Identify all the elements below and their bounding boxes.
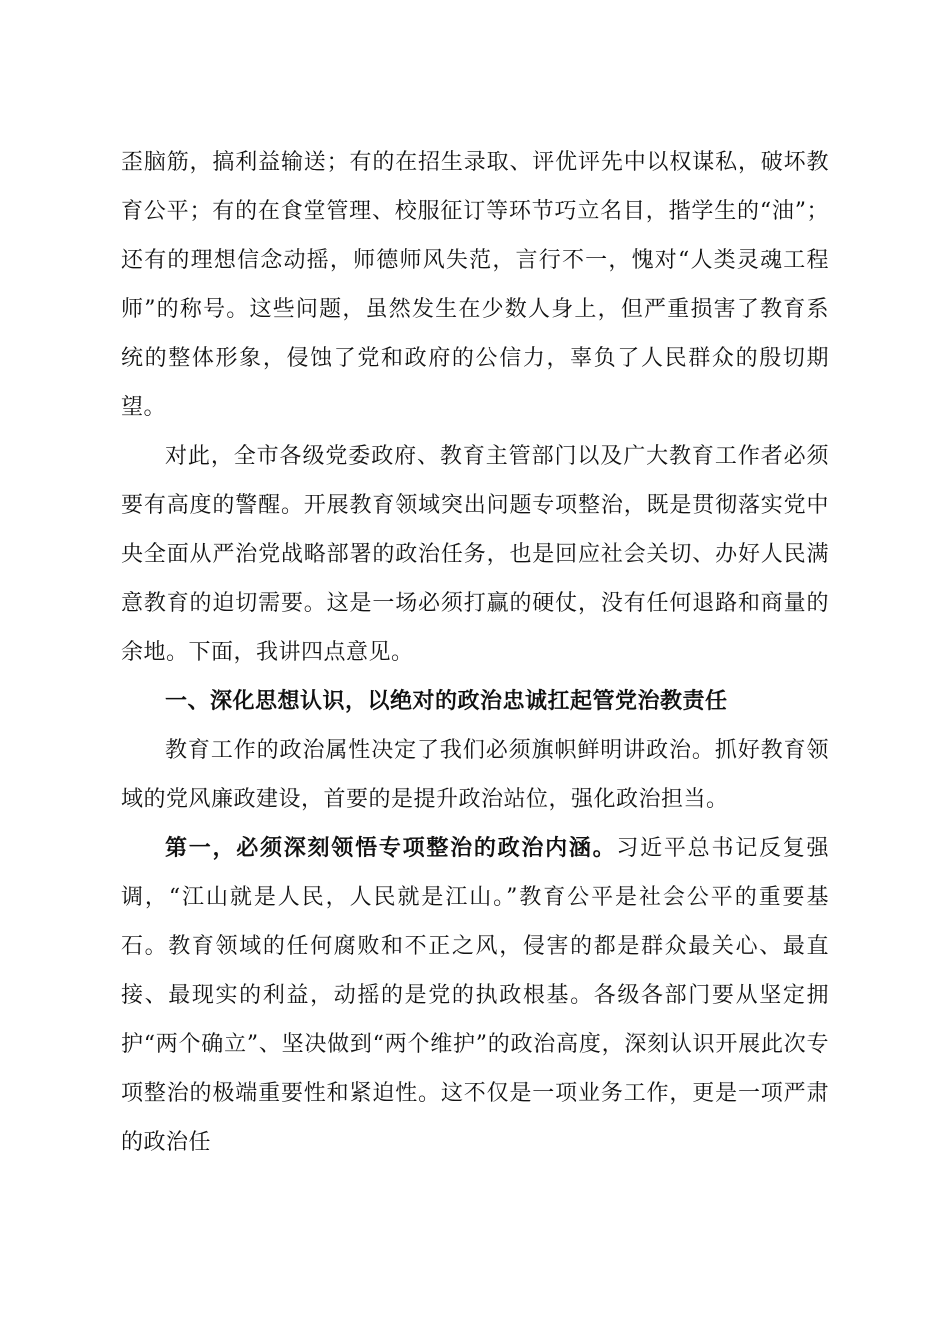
section-heading-1: 一、深化思想认识，以绝对的政治忠诚扛起管党治教责任 bbox=[165, 689, 728, 714]
paragraph-alert: 对此，全市各级党委政府、教育主管部门以及广大教育工作者必须要有高度的警醒。开展教育领域突出问题专项整治，既是贯彻落实党中央全面从严治党战略部署的政治任务，也是回应社会关切、办好人民满意教育的迫切需要。这是一场必须打赢的硬仗，没有任何退路和商量的余地。下面，我讲四点意见。 bbox=[121, 444, 829, 665]
paragraph-political-attribute: 教育工作的政治属性决定了我们必须旗帜鲜明讲政治。抓好教育领域的党风廉政建设，首要的是提升政治站位，强化政治担当。 bbox=[121, 738, 829, 812]
paragraph-first-point bbox=[121, 824, 829, 1167]
first-point-lead: 第一，必须深刻领悟专项整治的政治内涵。 bbox=[165, 836, 617, 861]
first-point-body: 习近平总书记反复强调，“江山就是人民，人民就是江山。”教育公平是社会公平的重要基石。教育领域的任何腐败和不正之风，侵害的都是群众最关心、最直接、最现实的利益，动摇的是党的执政根基。各级各部门要从坚定拥护“两个确立”、坚决做到“两个维护”的政治高度，深刻认识开展此次专项整治的极端重要性和紧迫性。这不仅是一项业务工作，更是一项严肃的政治任 bbox=[121, 836, 829, 1155]
document-body bbox=[121, 138, 829, 1167]
paragraph-continuation: 歪脑筋，搞利益输送；有的在招生录取、评优评先中以权谋私，破坏教育公平；有的在食堂管理、校服征订等环节巧立名目，揩学生的“油”；还有的理想信念动摇，师德师风失范，言行不一，愧对“人类灵魂工程师”的称号。这些问题，虽然发生在少数人身上，但严重损害了教育系统的整体形象，侵蚀了党和政府的公信力，辜负了人民群众的殷切期望。 bbox=[121, 150, 829, 420]
